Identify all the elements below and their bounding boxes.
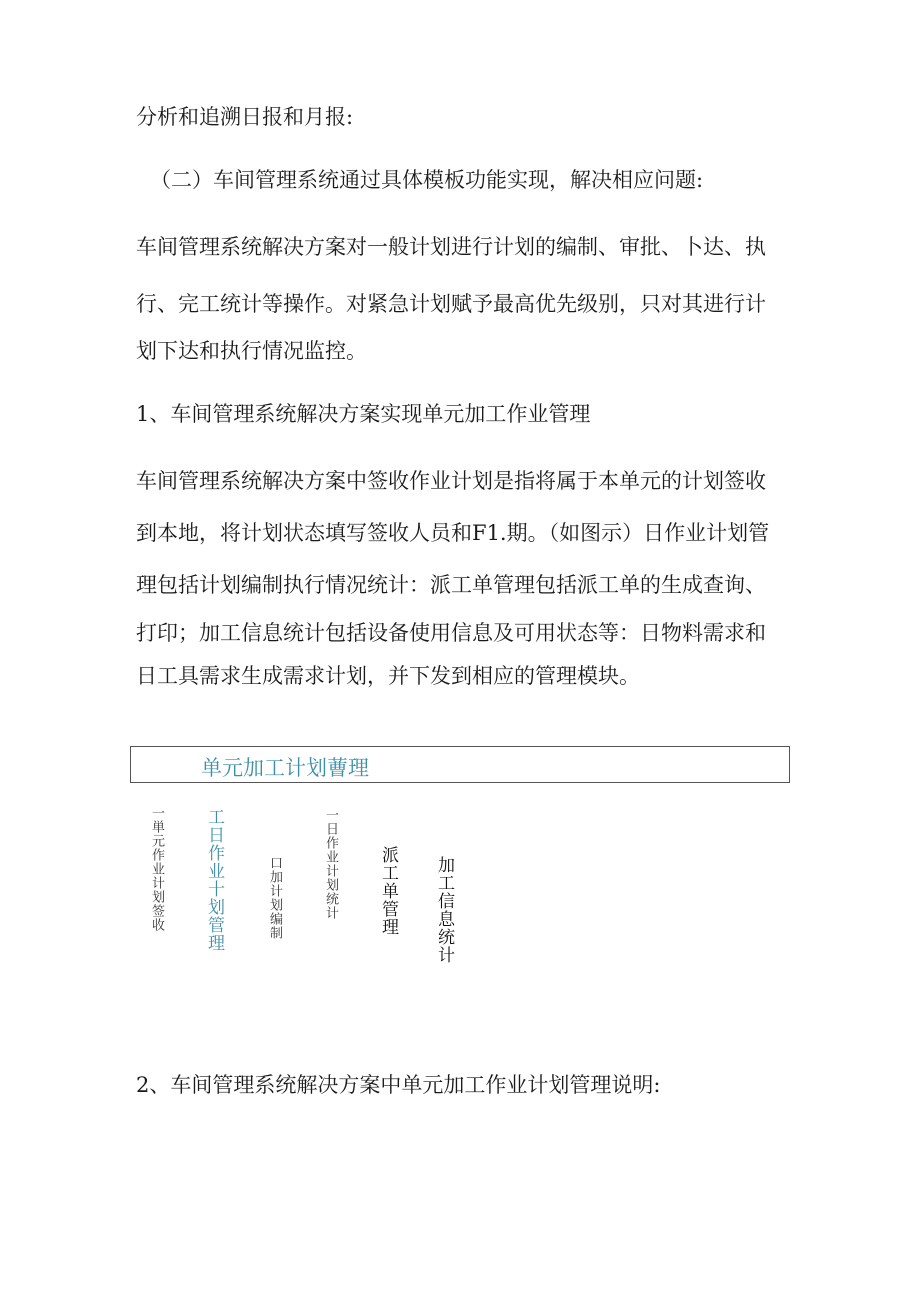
paragraph-line-3: 车间管理系统解决方案对一般计划进行计划的编制、审批、卜达、执 xyxy=(136,235,766,259)
diagram-column-2: 工日作业十划管理 xyxy=(204,808,224,952)
paragraph-line-10: 打印；加工信息统计包括设备使用信息及可用状态等：日物料需求和 xyxy=(136,621,766,645)
diagram-column-6: 加工信息统计 xyxy=(434,856,454,964)
diagram-title-box xyxy=(130,746,790,783)
paragraph-line-11: 日工具需求生成需求计划，并下发到相应的管理模块。 xyxy=(136,664,640,688)
diagram-title: 单元加工计划蓸理 xyxy=(201,756,369,780)
paragraph-line-1: 分析和追溯日报和月报: xyxy=(136,105,354,129)
paragraph-line-5: 划下达和执行情况监控。 xyxy=(136,339,367,363)
diagram-column-4: 一日作业计划统计 xyxy=(323,808,338,920)
numbered-heading-1: 1、车间管理系统解决方案实现单元加工作业管理 xyxy=(136,402,591,426)
diagram-column-3: 口加计划编制 xyxy=(267,856,282,940)
section-heading-2: （二）车间管理系统通过具体模板功能实现，解决相应问题: xyxy=(150,168,704,192)
numbered-heading-2: 2、车间管理系统解决方案中单元加工作业计划管理说明: xyxy=(136,1073,661,1097)
paragraph-line-9: 理包括计划编制执行情况统计：派工单管理包括派工单的生成查询、 xyxy=(136,573,766,597)
diagram-column-1: 一単元作业计划签收 xyxy=(149,806,164,932)
diagram-column-5: 派工单管理 xyxy=(378,846,398,936)
paragraph-line-8: 到本地，将计划状态填写签收人员和F1.期。（如图示）日作业计划管 xyxy=(136,521,770,545)
paragraph-line-7: 车间管理系统解决方案中签收作业计划是指将属于本单元的计划签收 xyxy=(136,469,766,493)
paragraph-line-4: 行、完工统计等操作。对紧急计划赋予最高优先级别，只对其进行计 xyxy=(136,292,766,316)
